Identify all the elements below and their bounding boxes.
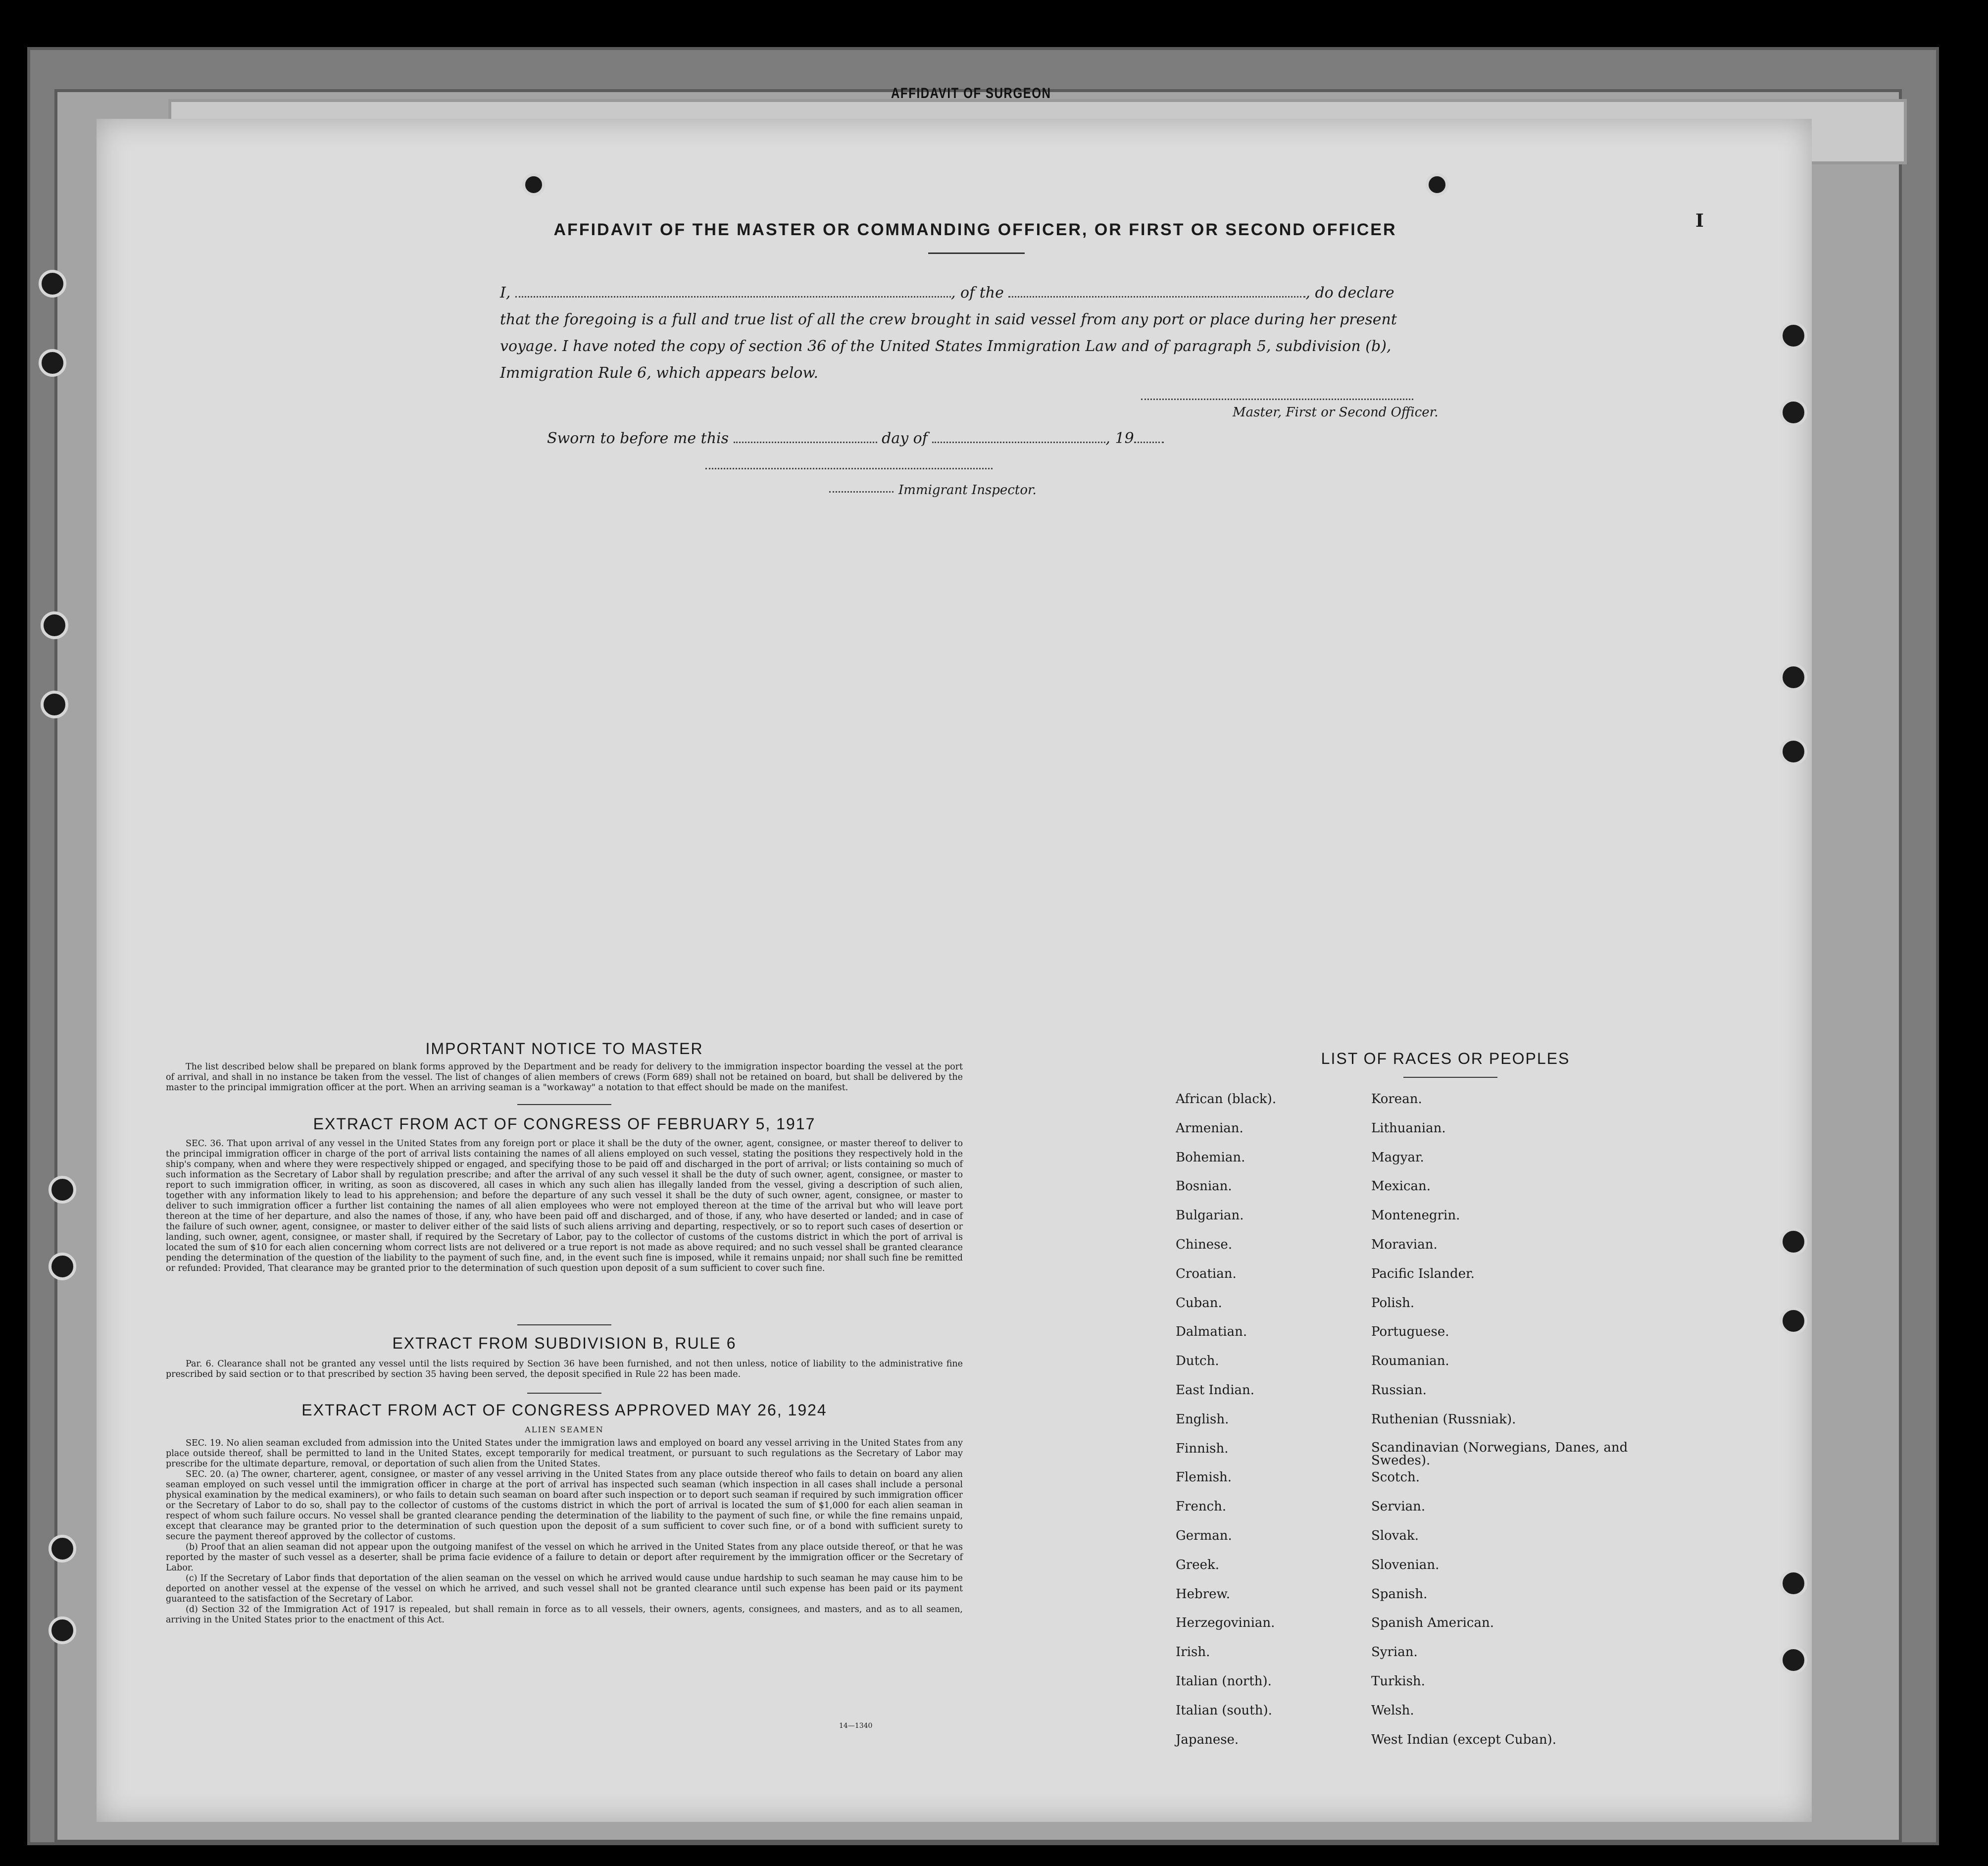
race-item: Greek.	[1176, 1557, 1219, 1572]
page-hole	[522, 173, 545, 196]
race-item: German.	[1176, 1528, 1232, 1543]
notice-rule	[517, 1104, 611, 1105]
race-item: Cuban.	[1176, 1295, 1222, 1311]
race-item: Irish.	[1176, 1645, 1210, 1660]
race-item: Finnish.	[1176, 1441, 1229, 1456]
race-item: Lithuanian.	[1371, 1120, 1446, 1136]
notice-heading: IMPORTANT NOTICE TO MASTER	[425, 1040, 703, 1058]
races-title: LIST OF RACES OR PEOPLES	[1321, 1050, 1570, 1067]
extract-rule6-heading: EXTRACT FROM SUBDIVISION B, RULE 6	[392, 1334, 737, 1352]
race-item: Herzegovinian.	[1176, 1615, 1275, 1631]
race-item: Flemish.	[1176, 1470, 1232, 1485]
race-item: Hebrew.	[1176, 1586, 1230, 1602]
race-item: Servian.	[1371, 1499, 1426, 1514]
race-item: Korean.	[1371, 1092, 1422, 1107]
binder-hole	[49, 1535, 76, 1563]
race-item: Mexican.	[1371, 1179, 1431, 1194]
race-item: Bohemian.	[1176, 1150, 1245, 1165]
declaration-line-4: Immigration Rule 6, which appears below.	[500, 364, 819, 382]
title-rule	[928, 252, 1025, 254]
race-item: East Indian.	[1176, 1382, 1255, 1398]
binder-hole	[41, 691, 68, 718]
race-item: Slovenian.	[1371, 1557, 1440, 1572]
declaration	[500, 280, 1559, 387]
declaration-line-1: I, , of the , do declare	[500, 280, 1559, 306]
race-item: Syrian.	[1371, 1645, 1418, 1660]
race-item: Dutch.	[1176, 1354, 1219, 1369]
sworn-line: Sworn to before me this day of , 19	[547, 427, 1164, 447]
race-item: Japanese.	[1176, 1732, 1239, 1747]
races-rule	[1403, 1077, 1497, 1078]
race-item: Armenian.	[1176, 1120, 1243, 1136]
master-signature-label: Master, First or Second Officer.	[1233, 405, 1439, 420]
notice-text: The list described below shall be prepared on blank forms approved by the Department and be ready for delivery to the immigration inspector boarding the vessel at the port of arrival, and shall in no instance be taken from the vessel. The list of changes of alien members of crews (Form 689) shall not be retained on board, but shall be delivered by the master to the principal immigration officer at the port. When an arriving seaman is a "workaway" a notation to that effect should be made on the manifest.	[166, 1062, 963, 1093]
race-item: Welsh.	[1371, 1703, 1414, 1718]
surgeon-affidavit-heading: AFFIDAVIT OF SURGEON	[891, 85, 1051, 101]
page-hole	[1780, 399, 1807, 426]
binder-hole	[39, 349, 66, 377]
race-item: Moravian.	[1371, 1237, 1438, 1252]
page-hole	[1426, 173, 1448, 196]
race-item: French.	[1176, 1499, 1227, 1514]
inspector-signature-line[interactable]	[705, 468, 993, 469]
binder-hole	[39, 270, 66, 298]
race-item: Pacific Islander.	[1371, 1266, 1475, 1281]
race-item: Chinese.	[1176, 1237, 1233, 1252]
inspector-signature-lead	[829, 491, 894, 493]
race-item: Scotch.	[1371, 1470, 1420, 1485]
section-20d: (d) Section 32 of the Immigration Act of 1917 is repealed, but shall remain in force as to all vessels, their owners, agents, consignees, and masters, and as to all seamen, arriving in the United States prior to the enactment of this Act.	[166, 1605, 963, 1625]
race-item: Italian (south).	[1176, 1703, 1272, 1718]
binder-hole	[41, 611, 68, 639]
declaration-line-2: that the foregoing is a full and true list of all the crew brought in said vessel from any port or place during her present	[500, 311, 1397, 328]
affidavit-page	[97, 119, 1812, 1822]
sworn-day-blank[interactable]	[734, 427, 877, 443]
race-item: Roumanian.	[1371, 1354, 1449, 1369]
name-blank[interactable]	[515, 281, 951, 298]
race-item: Italian (north).	[1176, 1673, 1272, 1689]
extract-1917-heading: EXTRACT FROM ACT OF CONGRESS OF FEBRUARY 5, 1917	[313, 1115, 816, 1133]
race-item: Spanish American.	[1371, 1615, 1494, 1631]
race-item: Polish.	[1371, 1295, 1415, 1311]
race-item: Bosnian.	[1176, 1179, 1232, 1194]
race-item: Turkish.	[1371, 1673, 1425, 1689]
races-right-column	[1371, 1092, 1648, 1761]
page-hole	[1780, 663, 1807, 691]
binder-hole	[49, 1176, 76, 1204]
alien-seamen-subheading: ALIEN SEAMEN	[525, 1425, 604, 1434]
sworn-month-blank[interactable]	[932, 427, 1105, 443]
section-20c: (c) If the Secretary of Labor finds that deportation of the alien seaman on the vessel on which he arrived would cause undue hardship to such seaman he may cause him to be deported on another vessel at the expense of the vessel on which he arrived, and such vessel shall not be granted clearance until such expense has been paid or its payment guaranteed to the satisfaction of the Secretary of Labor.	[166, 1573, 963, 1604]
races-left-column	[1176, 1092, 1354, 1761]
extract-1924-heading: EXTRACT FROM ACT OF CONGRESS APPROVED MAY 26, 1924	[301, 1401, 827, 1419]
extract-rule6-rule	[527, 1393, 601, 1394]
race-item: Portuguese.	[1371, 1324, 1449, 1340]
form-code: 14—1340	[839, 1722, 873, 1730]
race-item: West Indian (except Cuban).	[1371, 1732, 1556, 1747]
section-20b: (b) Proof that an alien seaman did not appear upon the outgoing manifest of the vessel on which he arrived in the United States from any place outside thereof, or that he was reported by the master of such vessel as a deserter, shall be prima facie evidence of a failure to detain or deport after requirement by the immigration officer or the Secretary of Labor.	[166, 1542, 963, 1573]
page-hole	[1780, 1228, 1807, 1256]
master-signature-line[interactable]	[1141, 399, 1413, 400]
extract-rule6-text: Par. 6. Clearance shall not be granted any vessel until the lists required by Section 36 have been furnished, and not then unless, notice of liability to the administrative fine prescribed by said section or to that prescribed by section 35 having been served, the deposit specified in Rule 22 has been made.	[166, 1359, 963, 1379]
page-hole	[1780, 1569, 1807, 1597]
race-item: English.	[1176, 1412, 1229, 1427]
race-item: Spanish.	[1371, 1586, 1428, 1602]
race-item: Bulgarian.	[1176, 1208, 1244, 1223]
affidavit-title: AFFIDAVIT OF THE MASTER OR COMMANDING OFFICER, OR FIRST OR SECOND OFFICER	[553, 220, 1397, 239]
race-item: African (black).	[1176, 1092, 1277, 1107]
section-20a: SEC. 20. (a) The owner, charterer, agent, consignee, or master of any vessel arriving in the United States from any place outside thereof who fails to detain on board any alien seaman employed on such vessel until the immigration officer in charge at the port of arrival has inspected such seaman (which inspection in all cases shall include a personal physical examination by the medical examiners), or who fails to detain such seaman on board after such inspection or to deport such seaman if required by such immigration officer or the Secretary of Labor to do so, shall pay to the collector of customs of the customs district in which the port of arrival is located the sum of $1,000 for each alien seaman in respect of whom such failure occurs. No vessel shall be granted clearance pending the determination of the liability to the payment of such fine, or while the fine remains unpaid, except that clearance may be granted prior to the determination of such question upon the deposit of a sum sufficient to cover such fine, or of a bond with sufficient surety to secure the payment thereof approved by the collector of customs.	[166, 1469, 963, 1542]
race-item: Russian.	[1371, 1382, 1427, 1398]
page-hole	[1780, 738, 1807, 765]
binder-hole	[49, 1253, 76, 1280]
corner-mark: I	[1695, 210, 1704, 231]
vessel-blank[interactable]	[1008, 281, 1305, 298]
extract-1917-text: SEC. 36. That upon arrival of any vessel in the United States from any foreign port or place it shall be the duty of the owner, agent, consignee, or master thereof to deliver to the principal immigration officer in charge of the port of arrival lists containing the names of all aliens employed on such vessel, stating the positions they respectively hold in the ship's company, when and where they were respectively shipped or engaged, and specifying those to be paid off and discharged in the port of arrival; or lists containing so much of such information as the Secretary of Labor shall by regulation prescribe; and after the arrival of any such vessel it shall be the duty of such owner, agent, consignee, or master to report to such immigration officer, in writing, as soon as discovered, all cases in which any such alien has illegally landed from the vessel, giving a description of such alien, together with any information likely to lead to his apprehension; and before the departure of any such vessel it shall be the duty of such owner, agent, consignee, or master to deliver to such immigration officer a further list containing the names of all alien employees who were not employed thereon at the time of the arrival but who will leave port thereon at the time of her departure, and also the names of those, if any, who have been paid off and discharged, and of those, if any, who have deserted or landed; and in case of the failure of such owner, agent, consignee, or master to deliver either of the said lists of such aliens arriving and departing, respectively, or so to report such cases of desertion or landing, such owner, agent, consignee, or master shall, if required by the Secretary of Labor, pay to the collector of customs of the customs district in which the port of arrival is located the sum of $10 for each alien concerning whom correct lists are not delivered or a true report is not made as above required; and no such vessel shall be granted clearance pending the determination of the question of the liability to the payment of such fine, and, in the event such fine is imposed, while it remains unpaid; nor shall such fine be remitted or refunded: Provided, That clearance may be granted prior to the determination of such question upon deposit of a sum sufficient to cover such fine.	[166, 1139, 963, 1273]
sworn-year-blank[interactable]	[1134, 427, 1164, 443]
race-item: Ruthenian (Russniak).	[1371, 1412, 1516, 1427]
race-item: Dalmatian.	[1176, 1324, 1247, 1340]
inspector-label: Immigrant Inspector.	[898, 483, 1037, 498]
race-item: Magyar.	[1371, 1150, 1424, 1165]
race-item: Croatian.	[1176, 1266, 1237, 1281]
extract-1924-text	[166, 1438, 963, 1625]
page-hole	[1780, 322, 1807, 350]
race-item: Scandinavian (Norwegians, Danes, and Swedes).	[1371, 1440, 1628, 1468]
extract-1917-rule	[517, 1324, 611, 1325]
page-hole	[1780, 1646, 1807, 1674]
page-hole	[1780, 1307, 1807, 1335]
race-item: Slovak.	[1371, 1528, 1419, 1543]
race-item: Montenegrin.	[1371, 1208, 1460, 1223]
declaration-line-3: voyage. I have noted the copy of section 36 of the United States Immigration Law and of paragraph 5, subdivision (b),	[500, 338, 1392, 355]
binder-hole	[49, 1616, 76, 1644]
section-19: SEC. 19. No alien seaman excluded from admission into the United States under the immigration laws and employed on board any vessel arriving in the United States from any place outside thereof, shall be permitted to land in the United States, except temporarily for medical treatment, or pursuant to such regulations as the Secretary of Labor may prescribe for the ultimate departure, removal, or deportation of such alien from the United States.	[166, 1438, 963, 1469]
